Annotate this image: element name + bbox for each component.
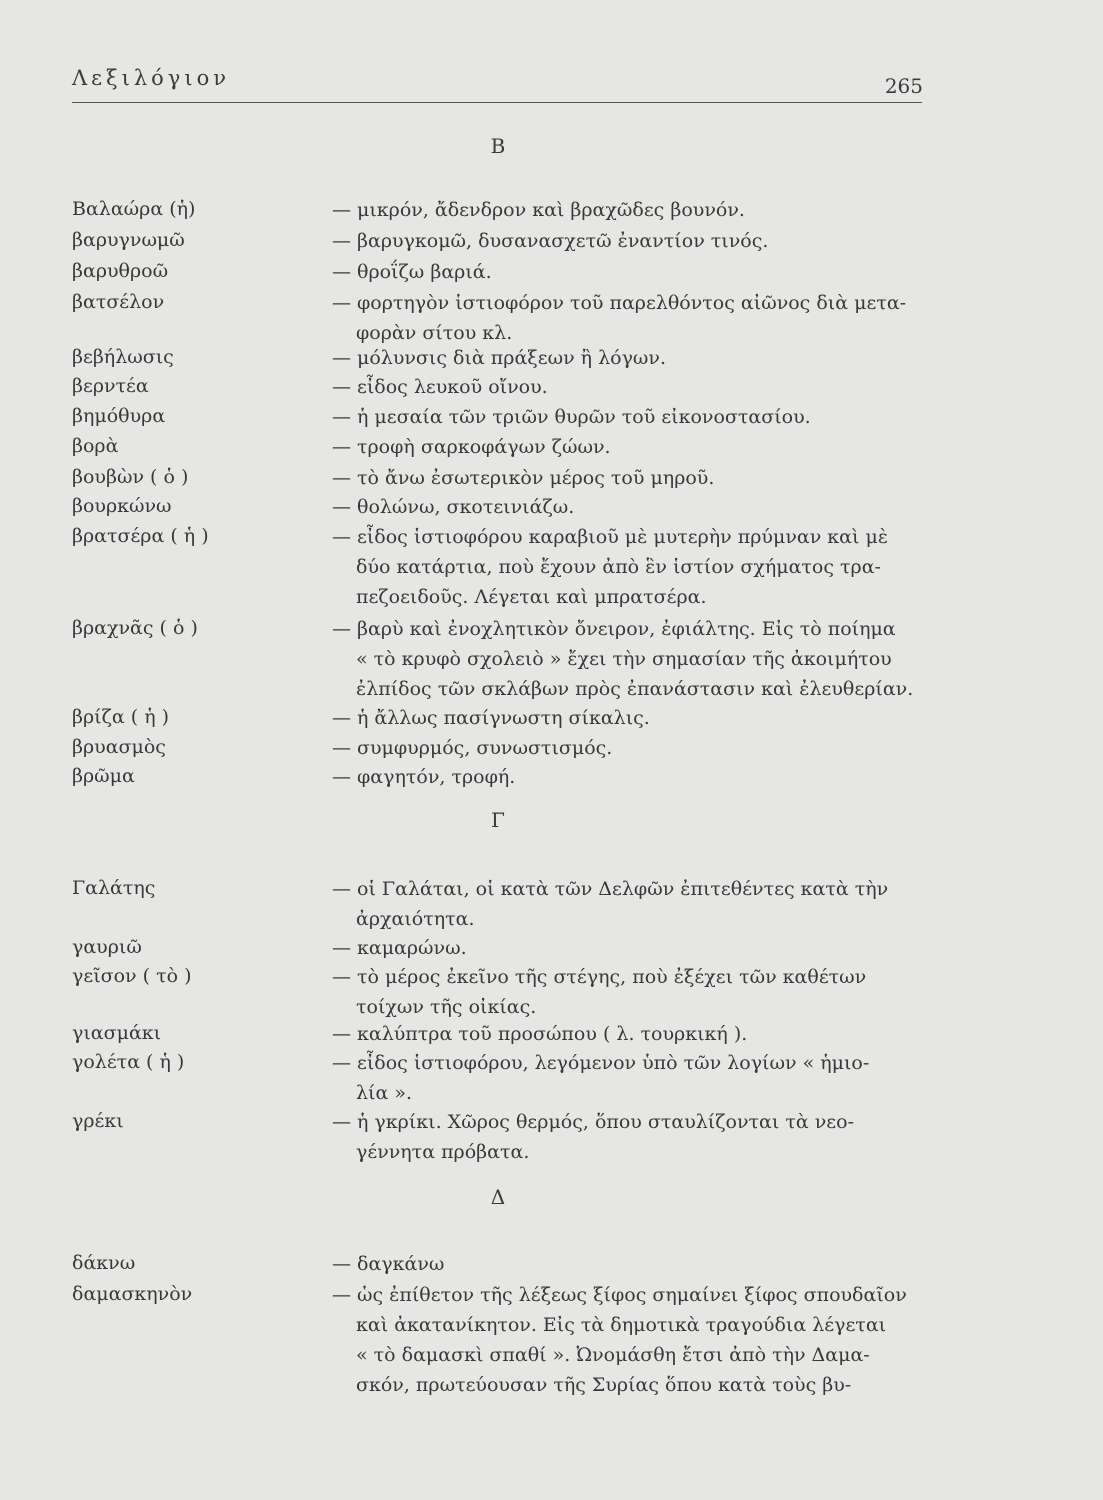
entry-term: βρυασμὸς: [72, 736, 166, 758]
entry-definition: [332, 195, 924, 225]
em-dash: —: [332, 526, 351, 548]
em-dash: —: [332, 1052, 351, 1074]
definition-text: δύο κατάρτια, ποὺ ἔχουν ἀπὸ ἓν ἱστίον σχήματος τρα-: [356, 556, 881, 578]
entry-definition: [332, 343, 924, 373]
entry-definition: [332, 226, 924, 256]
entry-term: βραχνᾶς ( ὁ ): [72, 617, 198, 639]
definition-line: [332, 288, 924, 318]
em-dash: —: [332, 496, 351, 518]
definition-line: [332, 1340, 924, 1370]
running-head: Λεξιλόγιον: [72, 66, 230, 90]
definition-line: [332, 1078, 924, 1108]
entry-term: δαμασκηνὸν: [72, 1283, 193, 1305]
entry-term: βρίζα ( ἡ ): [72, 706, 170, 728]
definition-line: [332, 492, 924, 522]
em-dash: —: [332, 467, 351, 489]
entry-definition: [332, 1280, 924, 1400]
definition-text: ἡ γκρίκι. Χῶρος θερμός, ὅπου σταυλίζονται τὰ νεο-: [357, 1111, 855, 1133]
entry-term: βαρυθροῶ: [72, 260, 169, 282]
definition-text: θροΐζω βαριά.: [357, 261, 492, 283]
entry-term: βρῶμα: [72, 765, 135, 787]
em-dash: —: [332, 937, 351, 959]
entry-term: γεῖσον ( τὸ ): [72, 965, 192, 987]
definition-line: [332, 522, 924, 552]
definition-line: [332, 762, 924, 792]
entry-term: βρατσέρα ( ἡ ): [72, 525, 209, 547]
entry-definition: [332, 1048, 924, 1108]
definition-line: [332, 257, 924, 287]
entry-term: βεβήλωσις: [72, 346, 174, 368]
entry-definition: [332, 1019, 924, 1049]
definition-text: τὸ μέρος ἐκεῖνο τῆς στέγης, ποὺ ἐξέχει τῶν καθέτων: [357, 966, 867, 988]
definition-line: [332, 1019, 924, 1049]
definition-text: καλύπτρα τοῦ προσώπου ( λ. τουρκική ).: [357, 1023, 748, 1045]
definition-text: « τὸ κρυφὸ σχολειὸ » ἔχει τὴν σημασίαν τῆς ἀκοιμήτου: [356, 648, 892, 670]
entry-term: Βαλαώρα (ἡ): [72, 198, 196, 220]
definition-line: [332, 402, 924, 432]
definition-line: [332, 733, 924, 763]
definition-line: [332, 463, 924, 493]
definition-text: καμαρώνω.: [357, 937, 467, 959]
definition-line: [332, 1310, 924, 1340]
definition-text: εἶδος ἱστιοφόρου καραβιοῦ μὲ μυτερὴν πρύμναν καὶ μὲ: [357, 526, 889, 548]
definition-line: [332, 582, 924, 612]
definition-line: [332, 1137, 924, 1167]
em-dash: —: [332, 707, 351, 729]
section-letter: Β: [490, 134, 506, 158]
entry-definition: [332, 1249, 924, 1279]
entry-definition: [332, 1107, 924, 1167]
definition-text: φορτηγὸν ἱστιοφόρον τοῦ παρελθόντος αἰῶνος διὰ μετα-: [357, 292, 907, 314]
definition-text: θολώνω, σκοτεινιάζω.: [357, 496, 575, 518]
em-dash: —: [332, 1023, 351, 1045]
definition-text: ἐλπίδος τῶν σκλάβων πρὸς ἐπανάστασιν καὶ ἐλευθερίαν.: [356, 678, 914, 700]
em-dash: —: [332, 737, 351, 759]
definition-line: [332, 1249, 924, 1279]
em-dash: —: [332, 199, 351, 221]
entry-term: γιασμάκι: [72, 1022, 162, 1044]
definition-line: [332, 226, 924, 256]
entry-term: γολέτα ( ἡ ): [72, 1051, 185, 1073]
definition-line: [332, 432, 924, 462]
definition-line: [332, 343, 924, 373]
definition-text: συμφυρμός, συνωστισμός.: [357, 737, 613, 759]
entry-definition: [332, 933, 924, 963]
definition-line: [332, 992, 924, 1022]
definition-text: τὸ ἄνω ἐσωτερικὸν μέρος τοῦ μηροῦ.: [357, 467, 715, 489]
entry-term: δάκνω: [72, 1252, 136, 1274]
entry-definition: [332, 288, 924, 348]
definition-text: ἡ ἄλλως πασίγνωστη σίκαλις.: [357, 707, 650, 729]
entry-definition: [332, 402, 924, 432]
entry-term: γαυριῶ: [72, 936, 142, 958]
definition-line: [332, 874, 924, 904]
definition-text: ὡς ἐπίθετον τῆς λέξεως ξίφος σημαίνει ξίφος σπουδαῖον: [357, 1284, 907, 1306]
section-letter: Γ: [491, 808, 505, 832]
section-letter: Δ: [490, 1185, 506, 1209]
definition-line: [332, 703, 924, 733]
em-dash: —: [332, 618, 351, 640]
entry-term: βουρκώνω: [72, 495, 172, 517]
em-dash: —: [332, 406, 351, 428]
definition-text: σκόν, πρωτεύουσαν τῆς Συρίας ὅπου κατὰ τοὺς βυ-: [356, 1374, 852, 1396]
definition-line: [332, 1048, 924, 1078]
entry-definition: [332, 432, 924, 462]
entry-definition: [332, 874, 924, 934]
entry-term: Γαλάτης: [72, 877, 156, 899]
definition-text: πεζοειδοῦς. Λέγεται καὶ μπρατσέρα.: [356, 586, 707, 608]
entry-term: βατσέλον: [72, 291, 165, 313]
definition-line: [332, 933, 924, 963]
entry-definition: [332, 463, 924, 493]
definition-line: [332, 644, 924, 674]
definition-text: « τὸ δαμασκὶ σπαθί ». Ὠνομάσθη ἔτσι ἀπὸ τὴν Δαμα-: [356, 1344, 870, 1366]
entry-definition: [332, 372, 924, 402]
definition-text: ἡ μεσαία τῶν τριῶν θυρῶν τοῦ εἰκονοστασίου.: [357, 406, 811, 428]
em-dash: —: [332, 292, 351, 314]
entry-term: βαρυγνωμῶ: [72, 229, 185, 251]
definition-line: [332, 1370, 924, 1400]
entry-definition: [332, 614, 924, 704]
definition-text: λία ».: [356, 1082, 413, 1104]
entry-definition: [332, 733, 924, 763]
definition-text: μικρόν, ἄδενδρον καὶ βραχῶδες βουνόν.: [357, 199, 745, 221]
em-dash: —: [332, 1253, 351, 1275]
definition-text: καὶ ἀκατανίκητον. Εἰς τὰ δημοτικὰ τραγούδια λέγεται: [356, 1314, 887, 1336]
entry-definition: [332, 257, 924, 287]
definition-line: [332, 372, 924, 402]
definition-text: βαρὺ καὶ ἐνοχλητικὸν ὄνειρον, ἐφιάλτης. Εἰς τὸ ποίημα: [357, 618, 896, 640]
definition-line: [332, 552, 924, 582]
definition-line: [332, 1280, 924, 1310]
entry-definition: [332, 962, 924, 1022]
entry-term: βερντέα: [72, 375, 149, 397]
definition-text: βαρυγκομῶ, δυσανασχετῶ ἐναντίον τινός.: [357, 230, 769, 252]
definition-text: φορὰν σίτου κλ.: [356, 322, 513, 344]
definition-line: [332, 962, 924, 992]
definition-line: [332, 614, 924, 644]
definition-text: ἀρχαιότητα.: [356, 908, 475, 930]
em-dash: —: [332, 766, 351, 788]
entry-term: βορὰ: [72, 435, 119, 457]
em-dash: —: [332, 347, 351, 369]
definition-line: [332, 195, 924, 225]
entry-definition: [332, 703, 924, 733]
definition-line: [332, 674, 924, 704]
definition-text: μόλυνσις διὰ πράξεων ἢ λόγων.: [357, 347, 667, 369]
page-number: 265: [884, 74, 923, 98]
entry-term: γρέκι: [72, 1110, 124, 1132]
definition-text: τοίχων τῆς οἰκίας.: [356, 996, 537, 1018]
definition-text: τροφὴ σαρκοφάγων ζώων.: [357, 436, 611, 458]
em-dash: —: [332, 1284, 351, 1306]
definition-line: [332, 1107, 924, 1137]
em-dash: —: [332, 261, 351, 283]
definition-text: οἱ Γαλάται, οἱ κατὰ τῶν Δελφῶν ἐπιτεθέντες κατὰ τὴν: [357, 878, 889, 900]
em-dash: —: [332, 966, 351, 988]
entry-term: βημόθυρα: [72, 405, 166, 427]
header-rule: [72, 102, 922, 103]
definition-text: φαγητόν, τροφή.: [357, 766, 516, 788]
definition-text: εἶδος λευκοῦ οἴνου.: [357, 376, 548, 398]
entry-definition: [332, 492, 924, 522]
em-dash: —: [332, 436, 351, 458]
em-dash: —: [332, 878, 351, 900]
em-dash: —: [332, 376, 351, 398]
em-dash: —: [332, 1111, 351, 1133]
definition-text: γέννητα πρόβατα.: [356, 1141, 530, 1163]
definition-text: εἶδος ἱστιοφόρου, λεγόμενον ὑπὸ τῶν λογίων « ἡμιο-: [357, 1052, 870, 1074]
em-dash: —: [332, 230, 351, 252]
definition-line: [332, 904, 924, 934]
entry-definition: [332, 762, 924, 792]
entry-term: βουβὼν ( ὁ ): [72, 466, 189, 488]
entry-definition: [332, 522, 924, 612]
definition-text: δαγκάνω: [357, 1253, 445, 1275]
